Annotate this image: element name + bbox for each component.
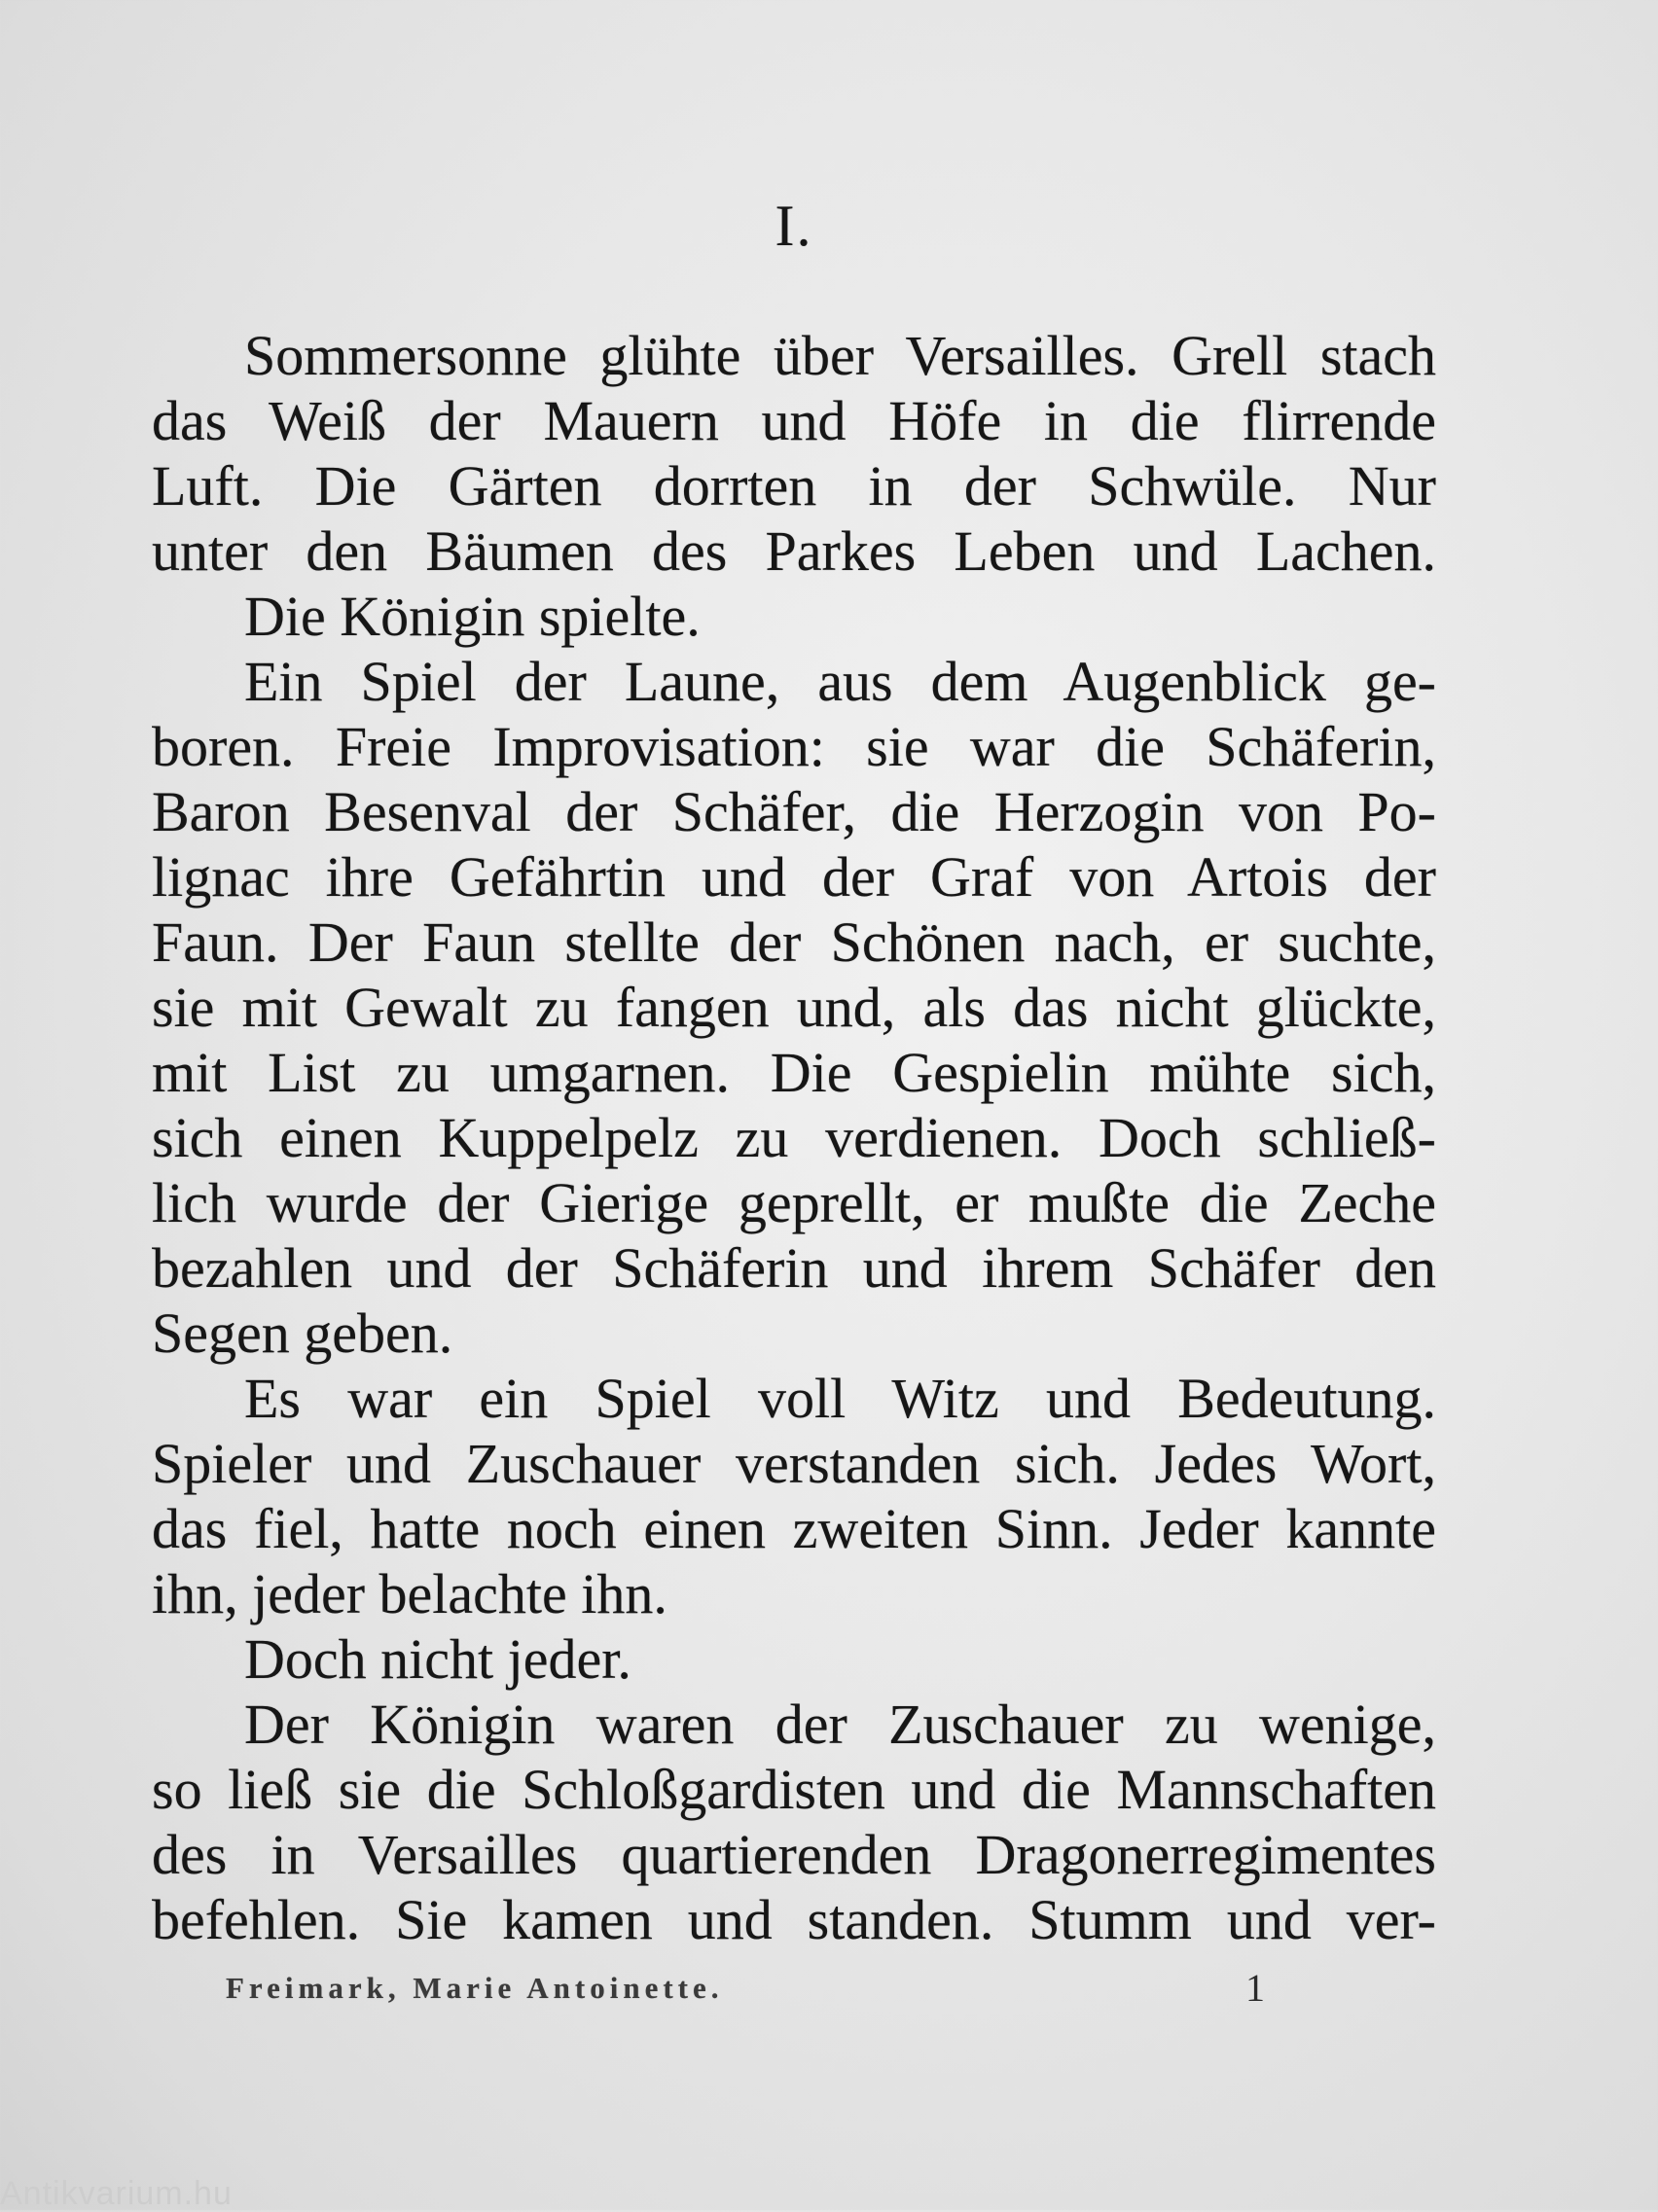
text-line: Es war ein Spiel voll Witz und Bedeutung. [244,1367,1436,1430]
text-line: lignac ihre Gefährtin und der Graf von Artois der [152,845,1436,909]
text-line: Baron Besenval der Schäfer, die Herzogin von Po- [152,780,1436,843]
text-line: des in Versailles quartierenden Dragonerregimentes [152,1823,1436,1886]
text-line: so ließ sie die Schloßgardisten und die Mannschaften [152,1758,1436,1821]
text-line: befehlen. Sie kamen und standen. Stumm und ver- [152,1888,1436,1951]
text-line: Ein Spiel der Laune, aus dem Augenblick ge- [244,650,1436,713]
text-line: Faun. Der Faun stellte der Schönen nach, er suchte, [152,910,1436,974]
text-line: das fiel, hatte noch einen zweiten Sinn. Jeder kannte [152,1497,1436,1560]
text-line: sie mit Gewalt zu fangen und, als das nicht glückte, [152,976,1436,1039]
watermark-text: Antikvarium.hu [0,2175,233,2212]
page-number: 1 [1245,1966,1265,2010]
text-line: Doch nicht jeder. [244,1627,631,1691]
text-line: mit List zu umgarnen. Die Gespielin mühte sich, [152,1041,1436,1104]
text-line: Spieler und Zuschauer verstanden sich. Jedes Wort, [152,1432,1436,1495]
footer-signature: Freimark, Marie Antoinette. [226,1971,724,2005]
text-line: Der Königin waren der Zuschauer zu wenige, [244,1693,1436,1756]
text-line: boren. Freie Improvisation: sie war die Schäferin, [152,715,1436,778]
text-line: bezahlen und der Schäferin und ihrem Schäfer den [152,1236,1436,1300]
text-line: ihn, jeder belachte ihn. [152,1562,667,1625]
text-line: unter den Bäumen des Parkes Leben und Lachen. [152,519,1436,583]
body-text [152,323,1436,1952]
text-line: das Weiß der Mauern und Höfe in die flirrende [152,389,1436,452]
text-line: Sommersonne glühte über Versailles. Grell stach [244,324,1436,387]
chapter-heading: I. [775,194,813,258]
text-line: Luft. Die Gärten dorrten in der Schwüle. Nur [152,454,1436,517]
text-line: sich einen Kuppelpelz zu verdienen. Doch schließ- [152,1106,1436,1169]
text-line: Die Königin spielte. [244,585,701,648]
text-line: Segen geben. [152,1302,453,1365]
text-line: lich wurde der Gierige geprellt, er mußte die Zeche [152,1171,1436,1234]
